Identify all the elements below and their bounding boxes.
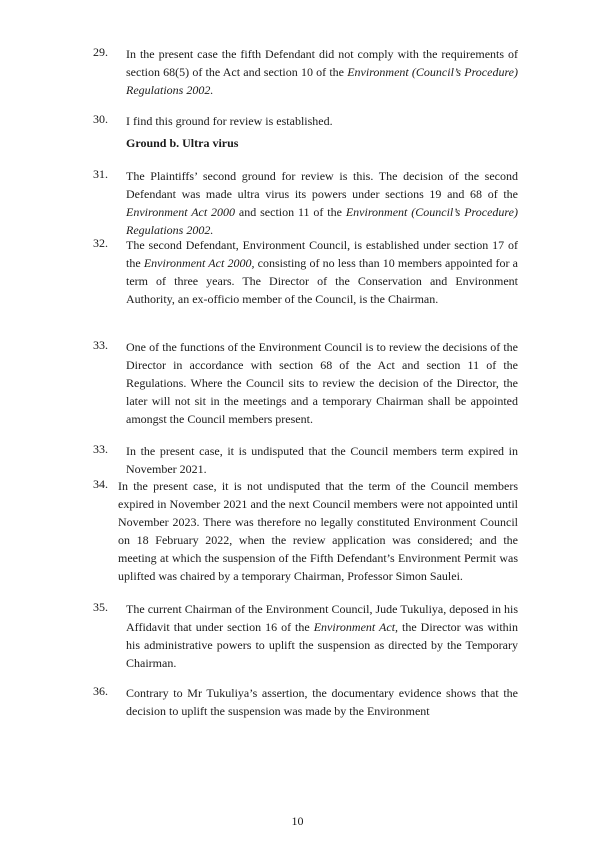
text-segment: In the present case the fifth Defendant did not comply with the requirements of section 68(5) of the Act and section 10 of the — [126, 47, 518, 80]
paragraph-number: 35. — [93, 600, 108, 614]
italic-citation: Environment (Council’s Procedure) Regulations 2002. — [126, 205, 518, 238]
text-segment: One of the functions of the Environment Council is to review the decisions of the Director in accordance with section 68 of the Act and section 11 of the Regulations. Where the Council sits to review the decision of the Director, the later will not sit in the meetings and a temporary Chairman shall be appointed amongst the Council members present. — [126, 340, 518, 427]
paragraph-number: 31. — [93, 167, 108, 181]
paragraph-text — [126, 167, 518, 239]
text-segment: In the present case, it is not undisputed that the term of the Council members expired in November 2021 and the next Council members were not appointed until November 2023. There was therefore no legally constituted Environment Council on 18 February 2022, when the review application was considered; and the meeting at which the suspension of the Fifth Defendant’s Environment Permit was uplifted was chaired by a temporary Chairman, Professor Simon Saulei. — [118, 479, 518, 584]
paragraph-text — [118, 477, 518, 586]
text-segment: The second Defendant, Environment Council, is established under section 17 of the — [126, 238, 518, 271]
text-segment: Contrary to Mr Tukuliya’s assertion, the documentary evidence shows that the decision to uplift the suspension was made by the Environment — [126, 686, 518, 719]
paragraph-number: 33. — [93, 338, 108, 352]
paragraph-text — [126, 600, 518, 672]
paragraph-text — [126, 338, 518, 428]
italic-citation: Environment Act 2000 — [126, 205, 236, 220]
paragraph-text — [126, 45, 518, 99]
text-segment: The current Chairman of the Environment Council, Jude Tukuliya, deposed in his Affidavit that under section 16 of the — [126, 602, 518, 635]
text-segment: In the present case, it is undisputed that the Council members term expired in November 2021. — [126, 444, 518, 477]
paragraph-text — [126, 442, 518, 478]
italic-citation: Environment Act 2000, — [143, 256, 255, 271]
paragraph-number: 30. — [93, 112, 108, 126]
italic-citation: Environment Act, — [313, 620, 399, 635]
paragraph-text — [126, 684, 518, 720]
paragraph-number: 34. — [93, 477, 108, 491]
page-number: 10 — [291, 814, 304, 828]
paragraph-number: 29. — [93, 45, 108, 59]
section-heading: Ground b. Ultra virus — [126, 136, 239, 150]
text-segment: the Director was within his administrative powers to uplift the suspension as directed by the Temporary Chairman. — [126, 620, 518, 671]
paragraph-text — [126, 112, 518, 130]
text-segment: I find this ground for review is established. — [126, 114, 333, 128]
text-segment: The Plaintiffs’ second ground for review is this. The decision of the second Defendant was made ultra virus its powers under sections 19 and 68 of the — [126, 169, 518, 202]
paragraph-number: 36. — [93, 684, 108, 698]
paragraph-text — [126, 236, 518, 308]
italic-citation: Environment (Council’s Procedure) Regulations 2002. — [126, 65, 518, 98]
text-segment: consisting of no less than 10 members appointed for a term of three years. The Director of the Conservation and Environment Authority, an ex-officio member of the Council, is the Chairman. — [126, 256, 518, 307]
paragraph-number: 32. — [93, 236, 108, 250]
text-segment: and section 11 of the — [235, 205, 346, 220]
paragraph-number: 33. — [93, 442, 108, 456]
